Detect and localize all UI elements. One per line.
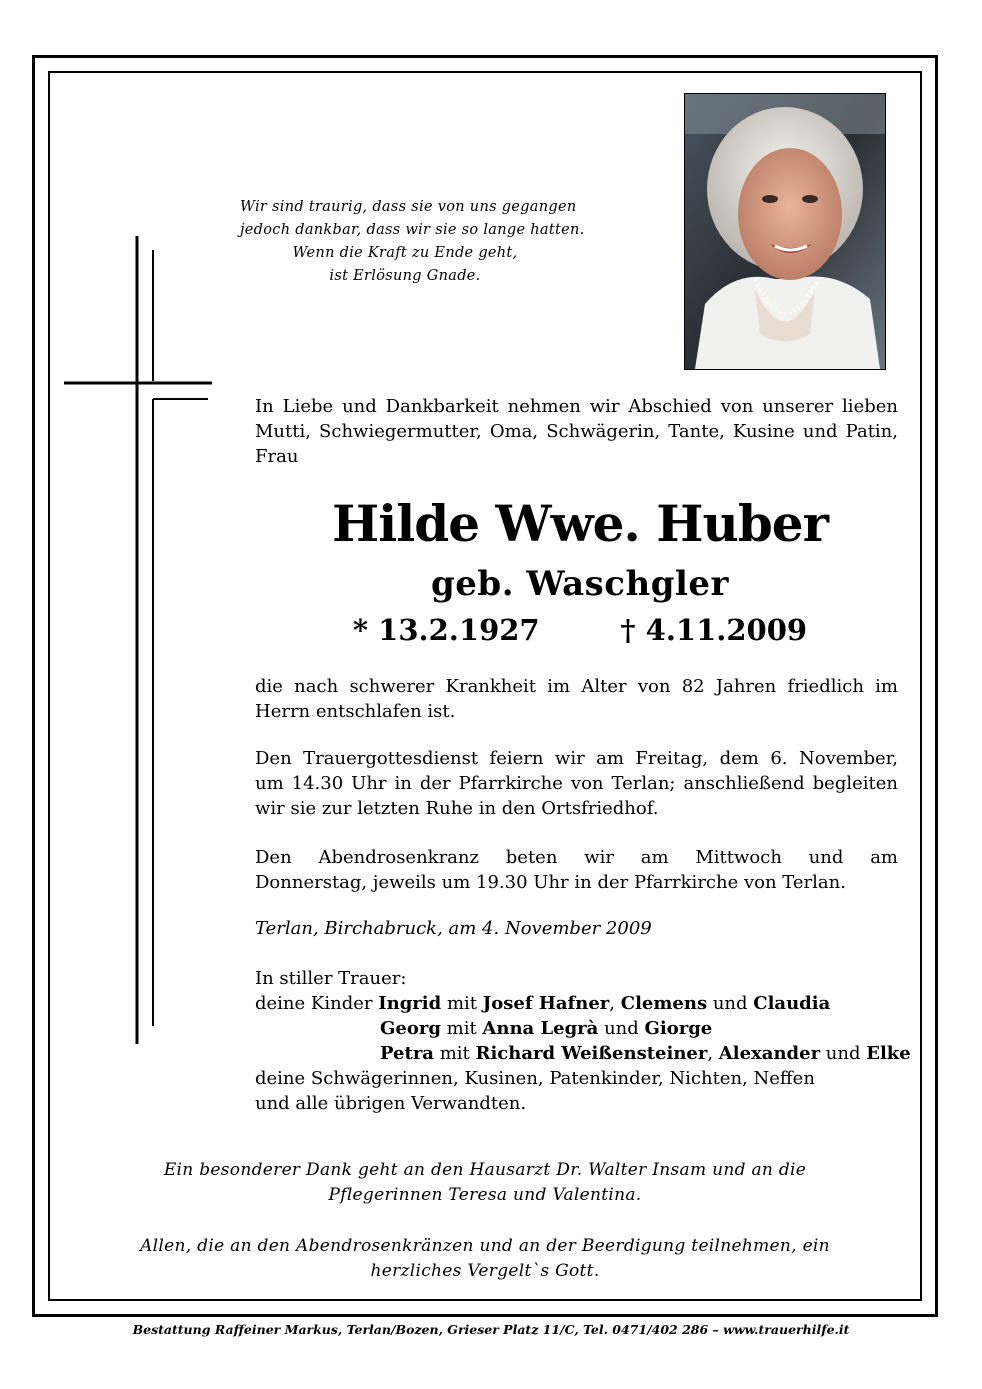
connector-text: mit [433,1043,476,1064]
mourners-heading: In stiller Trauer: [255,968,407,989]
thanks-doctor [70,1158,900,1208]
intro-line: In Liebe und Dankbarkeit nehmen wir Abschied von unserer lieben [255,396,898,417]
mourner-name: Elke [866,1043,911,1064]
poem-line: Wenn die Kraft zu Ende geht, [292,245,518,261]
mourner-name: Anna Legrà [482,1018,599,1039]
mourner-name: Josef Hafner [482,993,610,1014]
children-prefix: deine Kinder [255,993,373,1014]
paragraph-line: Den Abendrosenkranz beten wir am Mittwoch und am [255,847,898,868]
paragraph-service [255,746,898,821]
thanks-attendees [70,1234,900,1284]
connector-text: und [707,993,754,1014]
thanks-line: Allen, die an den Abendrosenkränzen und an der Beerdigung teilnehmen, ein [140,1236,830,1256]
children-row-2 [255,1016,915,1041]
intro-line: Frau [255,446,299,467]
portrait-image [685,94,885,369]
relatives-line: deine Schwägerinnen, Kusinen, Patenkinder, Nichten, Neffen [255,1068,815,1089]
funeral-home-footer: Bestattung Raffeiner Markus, Terlan/Bozen, Grieser Platz 11/C, Tel. 0471/402 286 – www.trauerhilfe.it [132,1322,850,1337]
intro-text [255,394,898,469]
paragraph-line: Den Trauergottesdienst feiern wir am Freitag, dem 6. November, [255,748,898,769]
connector-text: und [820,1043,867,1064]
mourner-name: Giorge [644,1018,713,1039]
mourner-name: Georg [380,1018,441,1039]
poem-line: ist Erlösung Gnade. [329,268,481,284]
mourner-names [380,1043,911,1064]
place-date: Terlan, Birchabruck, am 4. November 2009 [255,918,652,939]
paragraph-line: die nach schwerer Krankheit im Alter von 82 Jahren friedlich im [255,676,898,697]
death-date: † 4.11.2009 [620,613,808,647]
poem-line: Wir sind traurig, dass sie von uns gegangen [240,199,577,215]
thanks-line: Ein besonderer Dank geht an den Hausarzt Dr. Walter Insam und an die [163,1160,807,1180]
birth-date: * 13.2.1927 [352,613,540,647]
mourner-names [380,1018,712,1039]
intro-line: Mutti, Schwiegermutter, Oma, Schwägerin, Tante, Kusine und Patin, [255,421,898,442]
mourner-name: Claudia [753,993,831,1014]
connector-text: mit [440,1018,483,1039]
children-row-3 [255,1041,915,1066]
paragraph-passing [255,674,898,724]
children-row-1 [255,991,915,1016]
life-dates [250,610,910,650]
mourner-name: Petra [380,1043,434,1064]
connector-text: mit [441,993,483,1014]
mourner-name: Alexander [718,1043,821,1064]
cross-icon [60,236,215,1046]
mourners-block [255,966,915,1116]
mourner-names [378,993,830,1014]
maiden-name: geb. Waschgler [431,564,729,604]
portrait-photo [684,93,886,370]
poem-line: jedoch dankbar, dass wir sie so lange hatten. [240,222,585,238]
paragraph-line: um 14.30 Uhr in der Pfarrkirche von Terlan; anschließend begleiten [255,773,898,794]
others-line: und alle übrigen Verwandten. [255,1093,527,1114]
connector-text: , [707,1043,719,1064]
memorial-poem [240,196,585,288]
mourner-name: Clemens [620,993,708,1014]
paragraph-rosary [255,845,898,895]
paragraph-line: Donnerstag, jeweils um 19.30 Uhr in der Pfarrkirche von Terlan. [255,872,846,893]
mourner-name: Richard Weißensteiner [475,1043,708,1064]
deceased-name: Hilde Wwe. Huber [332,494,828,553]
thanks-line: Pflegerinnen Teresa und Valentina. [328,1185,642,1205]
connector-text: und [598,1018,645,1039]
mourner-name: Ingrid [378,993,442,1014]
paragraph-line: wir sie zur letzten Ruhe in den Ortsfriedhof. [255,798,659,819]
connector-text: , [609,993,621,1014]
thanks-line: herzliches Vergelt`s Gott. [370,1261,600,1281]
paragraph-line: Herrn entschlafen ist. [255,701,456,722]
